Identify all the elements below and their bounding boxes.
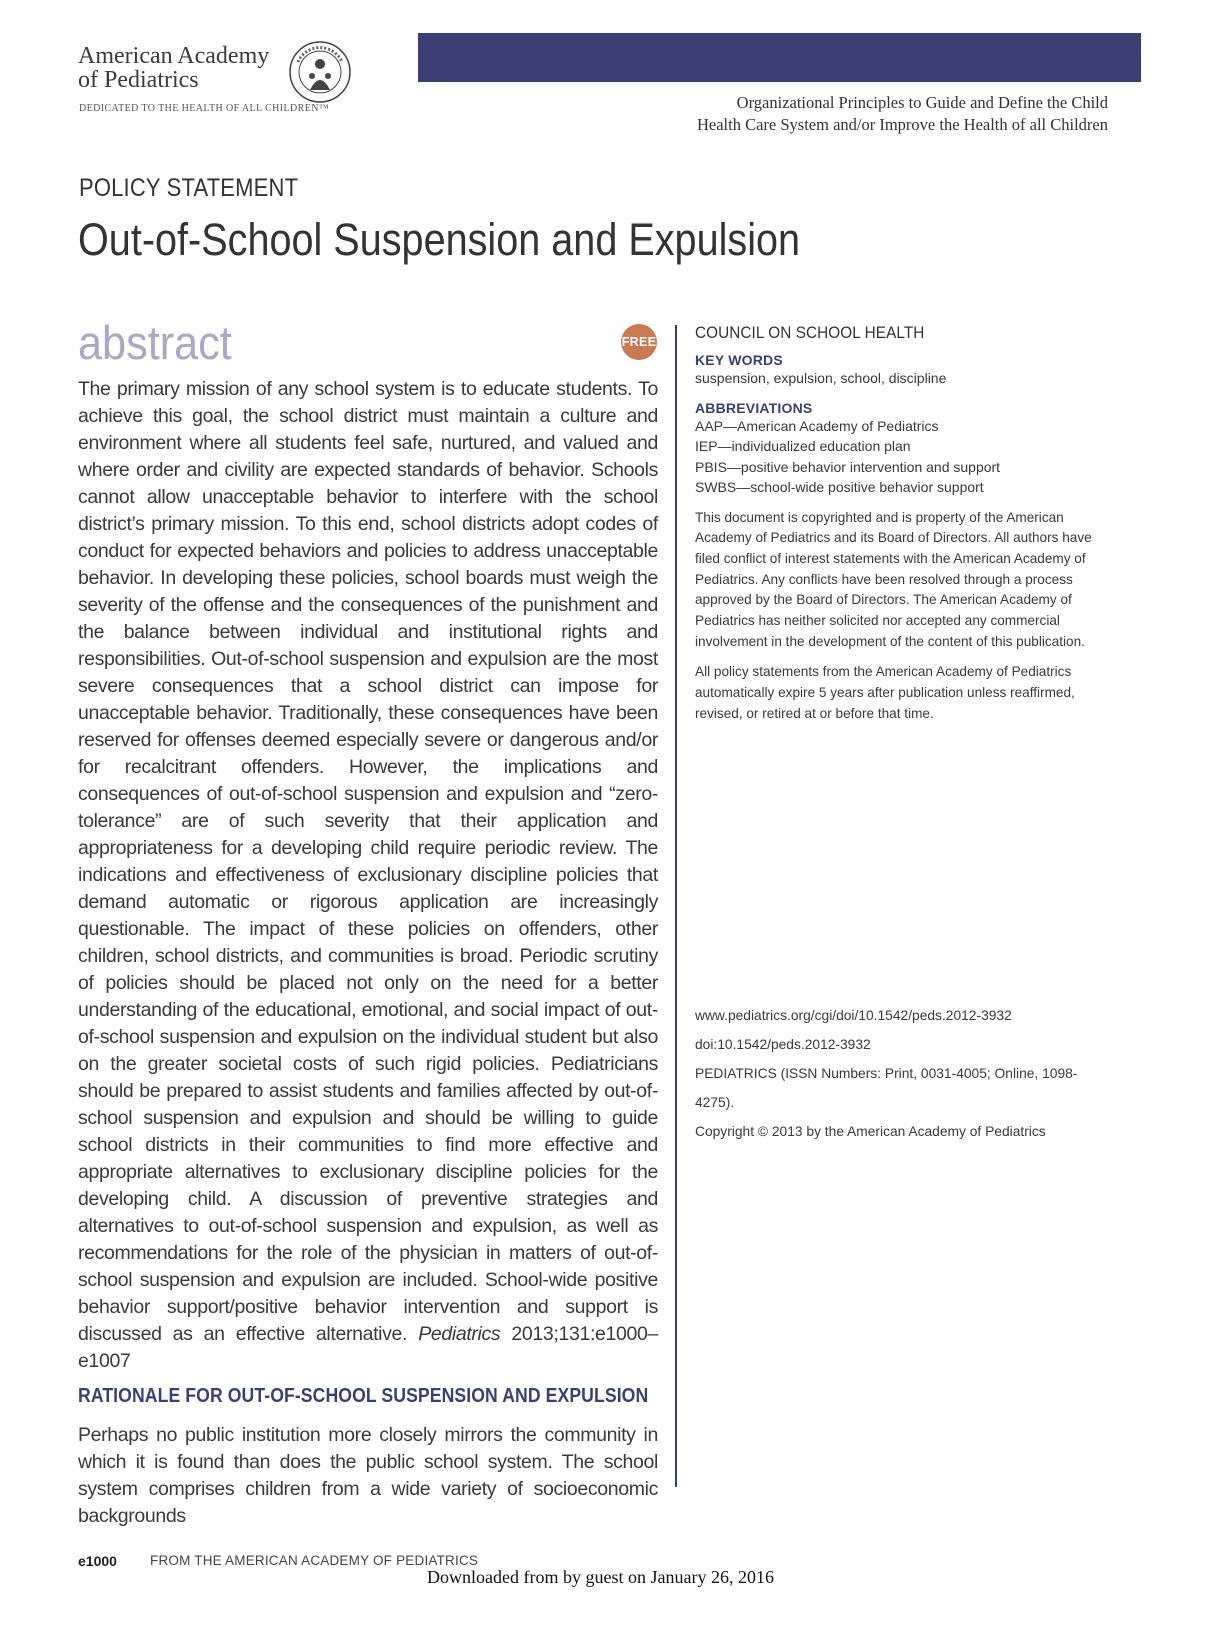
series-title-line2: Health Care System and/or Improve the Health of all Children — [696, 115, 1108, 134]
org-logo-wordmark — [78, 44, 269, 92]
section-body-rationale: Perhaps no public institution more closely mirrors the community in which it is found than does the public school system. The school system comprises children from a wide variety of socioeconomic backgrounds — [78, 1424, 658, 1527]
abbreviation-item: AAP—American Academy of Pediatrics — [695, 417, 939, 434]
article-type: POLICY STATEMENT — [79, 174, 299, 202]
abstract-heading: abstract — [78, 316, 232, 369]
column-divider — [675, 325, 677, 1487]
footer-source: FROM THE AMERICAN ACADEMY OF PEDIATRICS — [150, 1553, 479, 1568]
publication-info — [695, 1001, 1115, 1146]
copyright-note: This document is copyrighted and is property of the American Academy of Pediatrics and its Board of Directors. All authors have filed conflict of interest statements with the American Academy of Pediatrics. Any conflicts have been resolved through a process approved by the Board of Directors. The American Academy of Pediatrics has neither solicited nor accepted any commercial involvement in the development of the content of this publication. — [695, 509, 1092, 649]
section-heading-rationale: RATIONALE FOR OUT-OF-SCHOOL SUSPENSION AND EXPULSION — [78, 1384, 649, 1407]
article-url-link[interactable]: www.pediatrics.org/cgi/doi/10.1542/peds.2012-3932 — [695, 1008, 1012, 1023]
article-title: Out-of-School Suspension and Expulsion — [78, 214, 801, 265]
abbreviation-item: PBIS—positive behavior intervention and support — [695, 458, 1001, 475]
council-name: COUNCIL ON SCHOOL HEALTH — [695, 323, 925, 342]
org-name-line1: American Academy — [78, 43, 270, 69]
doi-text: doi:10.1542/peds.2012-3932 — [695, 1037, 871, 1052]
series-title — [697, 92, 1108, 136]
free-access-badge[interactable]: FREE — [621, 324, 657, 360]
abbreviation-item: IEP—individualized education plan — [695, 438, 911, 454]
aap-seal-icon — [288, 40, 352, 104]
keywords-heading: KEY WORDS — [695, 352, 783, 368]
abstract-body — [78, 376, 658, 1375]
sidebar — [695, 323, 1105, 725]
copyright-text: Copyright © 2013 by the American Academy of Pediatrics — [695, 1124, 1046, 1139]
download-note: Downloaded from by guest on January 26, 2016 — [427, 1567, 774, 1587]
issn-text: PEDIATRICS (ISSN Numbers: Print, 0031-4005; Online, 1098-4275). — [695, 1066, 1078, 1110]
page-number: e1000 — [78, 1553, 117, 1569]
series-title-line1: Organizational Principles to Guide and Define the Child — [736, 93, 1108, 112]
expiry-note: All policy statements from the American Academy of Pediatrics automatically expire 5 years after publication unless reaffirmed, revised, or retired at or before that time. — [695, 664, 1075, 721]
abbreviations-heading: ABBREVIATIONS — [695, 399, 813, 416]
citation-journal: Pediatrics — [418, 1323, 501, 1345]
abstract-text: The primary mission of any school system is to educate students. To achieve this goal, the school district must maintain a culture and environment where all students feel safe, nurtured, and valued and where order and civility are expected standards of behavior. Schools cannot allow unacceptable behavior to interfere with the school district’s primary mission. To this end, school districts adopt codes of conduct for expected behaviors and policies to address unacceptable behavior. In developing these policies, school boards must weigh the severity of the offense and the consequences of the punishment and the balance between individual and institutional rights and responsibilities. Out-of-school suspension and expulsion are the most severe consequences that a school district can impose for unacceptable behavior. Traditionally, these consequences have been reserved for offenses deemed especially severe or dangerous and/or for recalcitrant offenders. However, the implications and consequences of out-of-school suspension and expulsion and “zero-tolerance” are of such severity that their application and appropriateness for a developing child require periodic review. The indications and effectiveness of exclusionary discipline policies that demand automatic or rigorous application are increasingly questionable. The impact of these policies on offenders, other children, school districts, and communities is broad. Periodic scrutiny of policies should be placed not only on the need for a better understanding of the educational, emotional, and social impact of out-of-school suspension and expulsion on the individual student but also on the greater societal costs of such rigid policies. Pediatricians should be prepared to assist students and families affected by out-of-school suspension and expulsion and should be willing to guide school districts in their communities to find more effective and appropriate alternatives to exclusionary discipline policies for the developing child. A discussion of preventive strategies and alternatives to out-of-school suspension and expulsion, as well as recommendations for the role of the physician in matters of out-of-school suspension and expulsion are included. School-wide positive behavior support/positive behavior intervention and support is discussed as an effective alternative. — [78, 378, 658, 1345]
org-tagline: DEDICATED TO THE HEALTH OF ALL CHILDREN™ — [79, 103, 330, 114]
header-color-bar — [418, 33, 1141, 82]
abbreviation-item: SWBS—school-wide positive behavior support — [695, 479, 984, 495]
org-name-line2: of Pediatrics — [78, 67, 199, 93]
citation-detail: 2013;131:e1000–e1007 — [78, 1323, 658, 1372]
keywords-list: suspension, expulsion, school, discipline — [695, 370, 947, 386]
